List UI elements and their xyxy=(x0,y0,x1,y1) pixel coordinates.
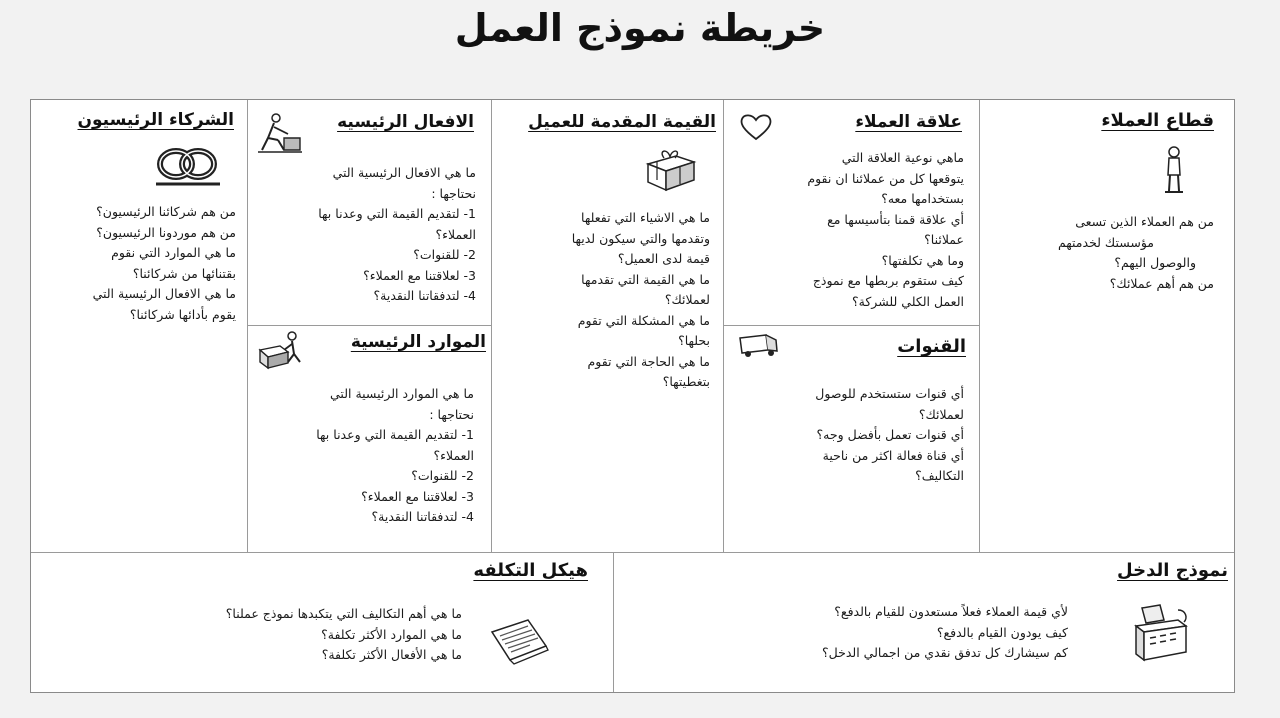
question-line: كم سيشارك كل تدفق نقدي من اجمالي الدخل؟ xyxy=(822,645,1068,660)
question-line: لعملائك؟ xyxy=(918,406,964,422)
question-line: بستخدامها معه؟ xyxy=(881,191,964,206)
question-line: بتغطيتها؟ xyxy=(662,374,710,389)
cost-structure-title: هيكل التكلفه xyxy=(473,560,588,581)
question-line: العملاء؟ xyxy=(435,226,476,242)
key-partners-title: الشركاء الرئيسيون xyxy=(77,110,234,130)
question-line: يقوم بأدائها شركائنا؟ xyxy=(129,306,236,322)
question-line: ما هي القيمة التي تقدمها xyxy=(581,271,710,287)
divider xyxy=(247,100,248,552)
divider xyxy=(723,100,724,552)
question-line: ما هي المشكلة التي تقوم xyxy=(577,312,710,328)
question-line: أي قناة فعالة اكثر من ناحية xyxy=(822,447,964,463)
question-line: مؤسستك لخدمتهم xyxy=(1057,234,1154,250)
divider xyxy=(613,552,614,692)
key-activities-questions xyxy=(256,163,476,307)
customer-segments-questions xyxy=(984,212,1214,294)
question-line: ما هي الحاجة التي تقوم xyxy=(587,353,710,369)
person-icon xyxy=(1160,145,1188,195)
question-line: من هم العملاء الذين تسعى xyxy=(1075,214,1214,229)
receipt-icon xyxy=(486,614,552,666)
question-line: كيف ستقوم بربطها مع نموذج xyxy=(812,273,964,288)
worker-with-box-icon xyxy=(256,330,308,372)
question-line: 4- لتدفقاتنا النقدية؟ xyxy=(371,509,474,524)
question-line: نحتاجها : xyxy=(431,185,476,201)
key-resources-title: الموارد الرئيسية xyxy=(350,332,486,352)
question-line: قيمة لدى العميل؟ xyxy=(617,251,710,266)
question-line: نحتاجها : xyxy=(429,406,474,422)
channels-title: القنوات xyxy=(897,336,966,357)
divider xyxy=(31,552,1234,553)
question-line: التكاليف؟ xyxy=(915,468,964,483)
divider xyxy=(247,325,491,326)
customer-relationships-title: علاقة العملاء xyxy=(855,112,962,132)
key-resources-questions xyxy=(254,384,474,528)
cash-register-icon xyxy=(1128,600,1194,662)
question-line: وتقدمها والتي سيكون لديها xyxy=(571,230,710,246)
question-line: أي قنوات ستستخدم للوصول xyxy=(815,386,964,401)
question-line: ماهي نوعية العلاقة التي xyxy=(841,150,964,165)
key-partners-questions xyxy=(36,202,236,325)
question-line: أي قنوات تعمل بأفضل وجه؟ xyxy=(816,427,964,442)
revenue-streams-questions xyxy=(708,602,1068,664)
question-line: العمل الكلي للشركة؟ xyxy=(852,293,964,309)
question-line: العملاء؟ xyxy=(433,447,474,463)
divider xyxy=(723,325,979,326)
question-line: 2- للقنوات؟ xyxy=(411,468,474,483)
question-line: 1- لتقديم القيمة التي وعدنا بها xyxy=(318,206,476,221)
question-line: 2- للقنوات؟ xyxy=(413,247,476,262)
divider xyxy=(979,100,980,552)
question-line: 4- لتدفقاتنا النقدية؟ xyxy=(373,288,476,303)
question-line: يتوقعها كل من عملائنا ان نقوم xyxy=(807,170,964,186)
channels-questions xyxy=(744,384,964,487)
question-line: بحلها؟ xyxy=(678,333,710,348)
heart-icon xyxy=(738,112,774,142)
question-line: 1- لتقديم القيمة التي وعدنا بها xyxy=(316,427,474,442)
question-line: عملائنا؟ xyxy=(924,232,964,247)
revenue-streams-title: نموذج الدخل xyxy=(1117,560,1228,581)
question-line: ما هي الافعال الرئيسية التي xyxy=(332,165,476,180)
question-line: لعملائك؟ xyxy=(664,292,710,307)
question-line: 3- لعلاقتنا مع العملاء؟ xyxy=(361,488,474,504)
chain-links-icon xyxy=(150,142,224,190)
cost-structure-questions xyxy=(132,604,462,666)
value-proposition-questions xyxy=(490,208,710,393)
question-line: ما هي الأفعال الأكثر تكلفة؟ xyxy=(321,647,462,662)
truck-icon xyxy=(736,332,780,358)
question-line: لأي قيمة العملاء فعلاً مستعدون للقيام بالدفع؟ xyxy=(834,604,1068,619)
customer-relationships-questions xyxy=(744,148,964,312)
key-activities-title: الافعال الرئيسيه xyxy=(337,112,474,132)
question-line: ما هي أهم التكاليف التي يتكبدها نموذج عملنا؟ xyxy=(225,606,462,621)
page-title: خريطة نموذج العمل xyxy=(454,6,826,50)
question-line: والوصول اليهم؟ xyxy=(1114,255,1196,270)
question-line: أي علاقة قمنا بتأسيسها مع xyxy=(827,211,964,227)
question-line: ما هي الموارد الأكثر تكلفة؟ xyxy=(321,626,462,642)
customer-segments-title: قطاع العملاء xyxy=(1101,110,1214,131)
value-proposition-title: القيمة المقدمة للعميل xyxy=(528,112,716,132)
question-line: ما هي الموارد الرئيسية التي xyxy=(330,386,474,401)
question-line: بقتنائها من شركائنا؟ xyxy=(132,265,236,281)
question-line: ما هي الاشياء التي تفعلها xyxy=(581,210,710,225)
question-line: كيف يودون القيام بالدفع؟ xyxy=(936,624,1068,640)
question-line: من هم شركائنا الرئيسيون؟ xyxy=(96,204,236,219)
worker-icon xyxy=(254,112,304,156)
question-line: من هم موردونا الرئيسيون؟ xyxy=(96,224,236,240)
question-line: من هم أهم عملائك؟ xyxy=(1109,275,1214,291)
question-line: ما هي الموارد التي نقوم xyxy=(111,245,236,260)
question-line: 3- لعلاقتنا مع العملاء؟ xyxy=(363,267,476,283)
question-line: وما هي تكلفتها؟ xyxy=(881,252,964,268)
question-line: ما هي الافعال الرئيسية التي xyxy=(92,286,236,301)
gift-box-icon xyxy=(642,148,700,194)
